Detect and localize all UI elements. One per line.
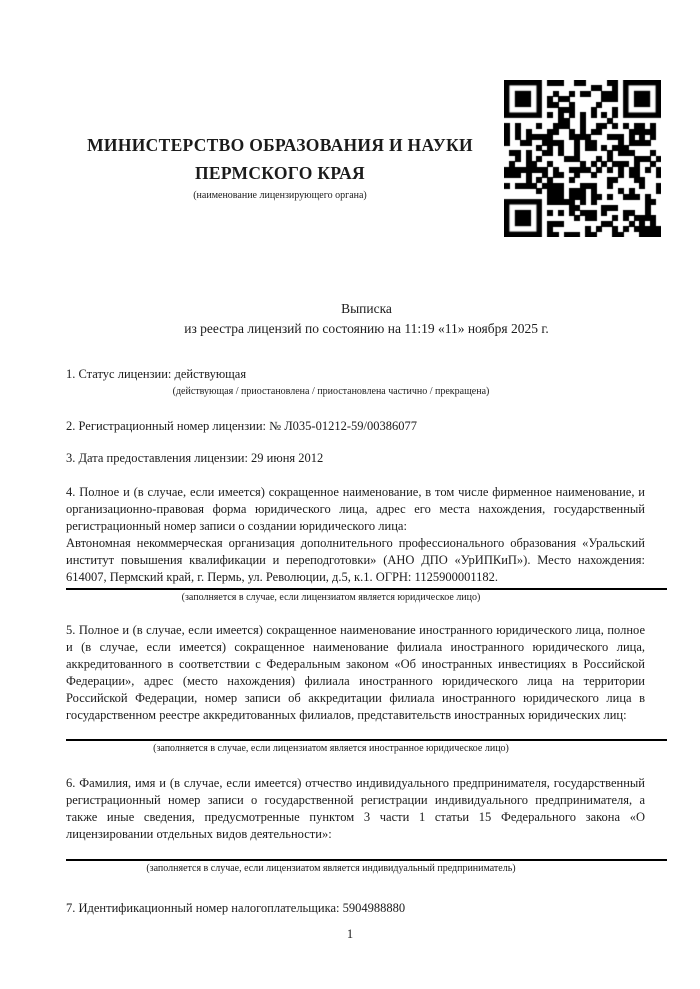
section-registration-number <box>66 418 645 435</box>
section-legal-entity <box>66 484 645 604</box>
qr-code-icon <box>504 80 661 237</box>
legal-entity-fill-line <box>66 588 667 590</box>
registration-number-text: 2. Регистрационный номер лицензии: № Л035-01212-59/00386077 <box>66 419 417 433</box>
document-title-line2: из реестра лицензий по состоянию на 11:19 «11» ноября 2025 г. <box>184 321 549 336</box>
section-foreign-entity <box>66 622 645 755</box>
foreign-entity-fill-line <box>66 739 667 741</box>
section-grant-date <box>66 450 645 467</box>
individual-entrepreneur-fill-line <box>66 859 667 861</box>
section-taxpayer-number <box>66 900 645 917</box>
legal-entity-label: 4. Полное и (в случае, если имеется) сокращенное наименование, в том числе фирменное наименование, и организационно-правовая форма юридического лица, адрес его места нахождения, государственный регистрационный номер записи о создании юридического лица: <box>66 485 645 533</box>
individual-entrepreneur-note: (заполняется в случае, если лицензиатом является индивидуальный предприниматель) <box>146 863 516 874</box>
ministry-name <box>66 131 494 187</box>
legal-entity-value: Автономная некоммерческая организация дополнительного профессионального образования «Уральский институт повышения квалификации и переподготовки» (АНО ДПО «УрИПКиП»). Место нахождения: 614007, Пермский край, г. Пермь, ул. Революции, д.5, к.1. ОГРН: 1125900001182. <box>66 536 645 584</box>
foreign-entity-note: (заполняется в случае, если лицензиатом является иностранное юридическое лицо) <box>153 743 509 754</box>
license-status-options-note: (действующая / приостановлена / приостановлена частично / прекращена) <box>172 386 490 397</box>
individual-entrepreneur-label: 6. Фамилия, имя и (в случае, если имеется) отчество индивидуального предпринимателя, государственный регистрационный номер записи о государственной регистрации индивидуального предпринимателя, а также иные сведения, предусмотренные пунктом 3 части 1 статьи 15 Федерального закона «О лицензировании отдельных видов деятельности»: <box>66 776 645 841</box>
ministry-name-line2: ПЕРМСКОГО КРАЯ <box>195 163 365 183</box>
legal-entity-note: (заполняется в случае, если лицензиатом является юридическое лицо) <box>181 592 481 603</box>
document-body <box>66 366 645 917</box>
grant-date-text: 3. Дата предоставления лицензии: 29 июня 2012 <box>66 451 324 465</box>
section-license-status <box>66 366 645 398</box>
taxpayer-number-text: 7. Идентификационный номер налогоплательщика: 5904988880 <box>66 901 406 915</box>
ministry-name-line1: МИНИСТЕРСТВО ОБРАЗОВАНИЯ И НАУКИ <box>87 135 473 155</box>
ministry-caption: (наименование лицензирующего органа) <box>193 190 367 201</box>
page-number: 1 <box>346 927 354 941</box>
section-individual-entrepreneur <box>66 775 645 875</box>
license-status-text: 1. Статус лицензии: действующая <box>66 367 247 381</box>
foreign-entity-label: 5. Полное и (в случае, если имеется) сокращенное наименование иностранного юридического лица, полное и (в случае, если имеется) сокращенное наименование филиала иностранного юридического лица, аккредитованного в соответствии с Федеральным законом «Об иностранных инвестициях в Российской Федерации», адрес (место нахождения) филиала иностранного юридического лица на территории Российской Федерации, номер записи об аккредитации филиала иностранного юридического лица в государственном реестре аккредитованных филиалов, представительств иностранных юридических лиц: <box>66 623 645 722</box>
licensing-authority-header <box>66 131 494 202</box>
document-title-line1: Выписка <box>341 301 392 316</box>
document-title <box>66 299 667 339</box>
